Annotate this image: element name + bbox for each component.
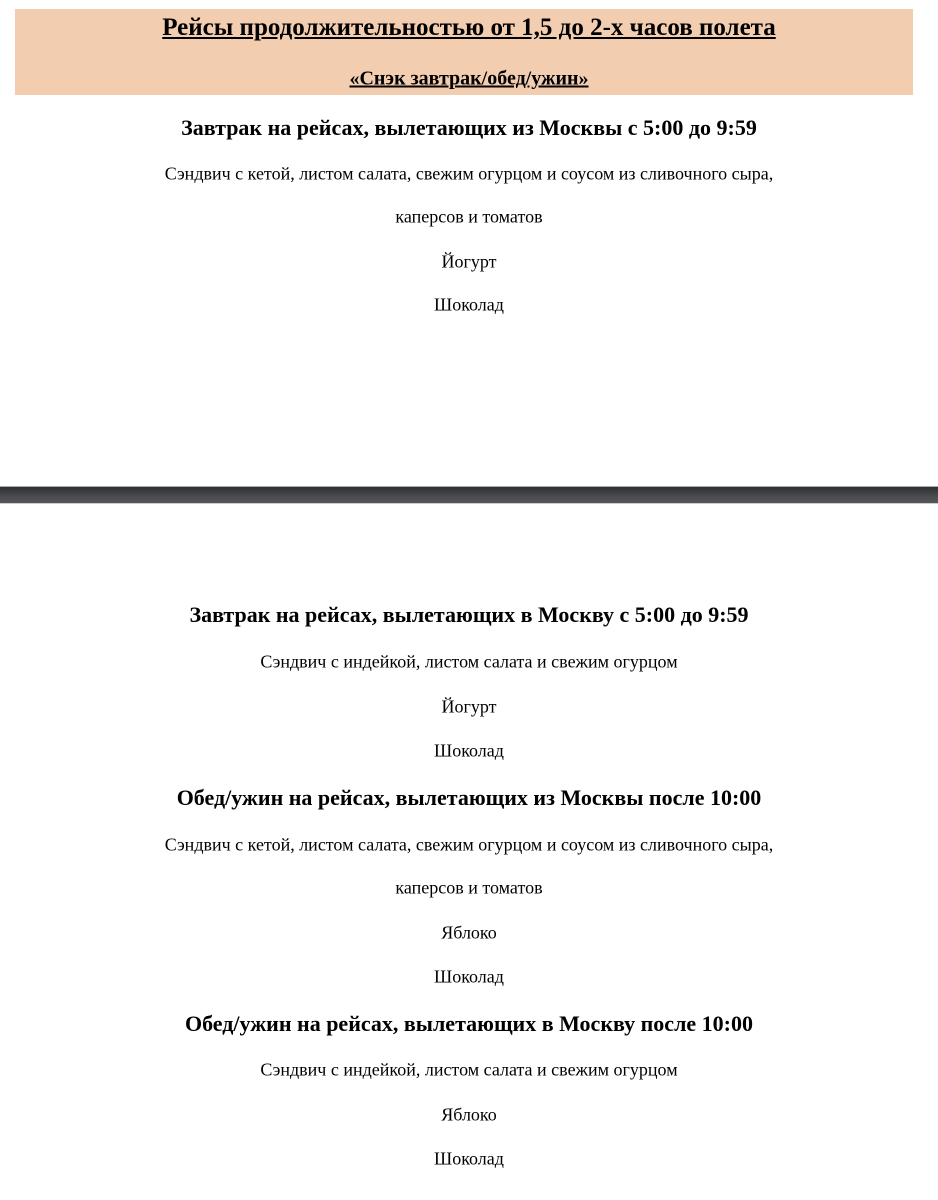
document-title: Рейсы продолжительностью от 1,5 до 2-х часов полета bbox=[162, 14, 776, 41]
section-title: Завтрак на рейсах, вылетающих из Москвы с 5:00 до 9:59 bbox=[181, 115, 757, 140]
menu-item: Шоколад bbox=[434, 966, 504, 987]
menu-item: Шоколад bbox=[434, 1148, 504, 1169]
menu-item: каперсов и томатов bbox=[395, 206, 543, 227]
menu-item: Шоколад bbox=[434, 740, 504, 761]
document-page-1 bbox=[0, 0, 938, 486]
page-separator bbox=[0, 486, 938, 504]
menu-item: Йогурт bbox=[441, 696, 497, 717]
menu-item: Сэндвич с индейкой, листом салата и свежим огурцом bbox=[260, 1059, 678, 1080]
menu-item: Сэндвич с кетой, листом салата, свежим огурцом и соусом из сливочного сыра, bbox=[164, 834, 774, 855]
menu-item: каперсов и томатов bbox=[395, 877, 543, 898]
menu-item: Яблоко bbox=[441, 1104, 497, 1125]
menu-item: Сэндвич с кетой, листом салата, свежим огурцом и соусом из сливочного сыра, bbox=[164, 163, 774, 184]
document-page-2 bbox=[0, 504, 938, 1200]
menu-item: Яблоко bbox=[441, 922, 497, 943]
section-title: Обед/ужин на рейсах, вылетающих в Москву после 10:00 bbox=[184, 1011, 754, 1036]
document-subtitle: «Снэк завтрак/обед/ужин» bbox=[349, 67, 589, 90]
menu-item: Сэндвич с индейкой, листом салата и свежим огурцом bbox=[260, 651, 678, 672]
menu-item: Йогурт bbox=[441, 251, 497, 272]
section-title: Обед/ужин на рейсах, вылетающих из Москвы после 10:00 bbox=[176, 785, 762, 810]
section-title: Завтрак на рейсах, вылетающих в Москву с 5:00 до 9:59 bbox=[189, 602, 749, 627]
menu-item: Шоколад bbox=[434, 294, 504, 315]
